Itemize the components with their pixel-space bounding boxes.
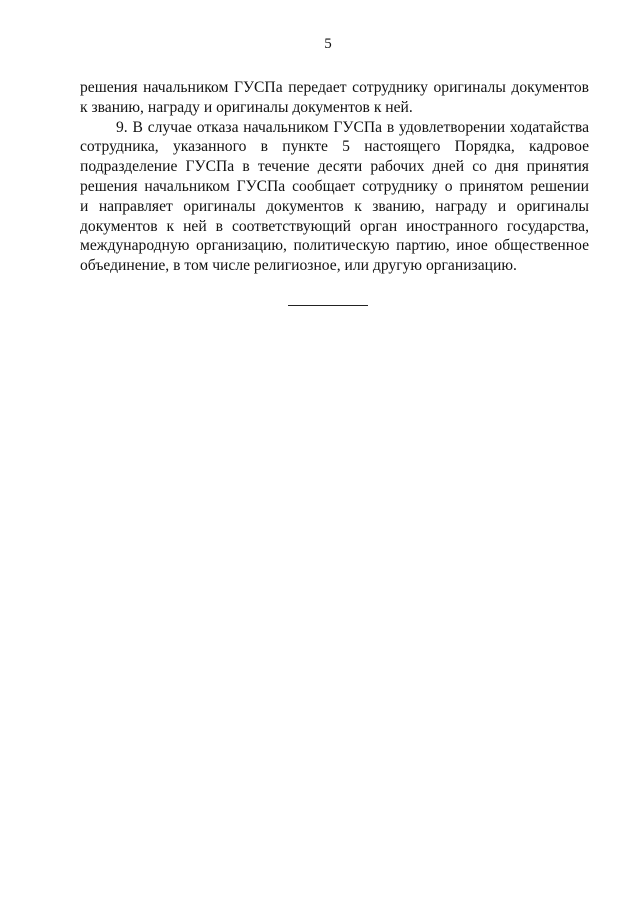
text-line: решения начальником ГУСПа сообщает сотруднику о принятом решении	[80, 177, 589, 195]
end-divider	[288, 305, 368, 306]
text-line: международную организацию, политическую партию, иное общественное	[80, 237, 589, 255]
page-number: 5	[324, 36, 332, 52]
text-line: объединение, в том числе религиозное, или другую организацию.	[80, 257, 517, 275]
text-line: и направляет оригиналы документов к званию, награду и оригиналы	[80, 197, 589, 215]
paragraph-9-start: 9. В случае отказа начальником ГУСПа в удовлетворении ходатайства	[116, 118, 589, 136]
document-body	[80, 78, 589, 276]
text-line: документов к ней в соответствующий орган иностранного государства,	[80, 217, 589, 235]
text-line: подразделение ГУСПа в течение десяти рабочих дней со дня принятия	[80, 158, 589, 176]
text-line: к званию, награду и оригиналы документов к ней.	[80, 98, 413, 116]
text-line: сотрудника, указанного в пункте 5 настоящего Порядка, кадровое	[80, 138, 589, 156]
text-line: решения начальником ГУСПа передает сотруднику оригиналы документов	[80, 79, 589, 96]
